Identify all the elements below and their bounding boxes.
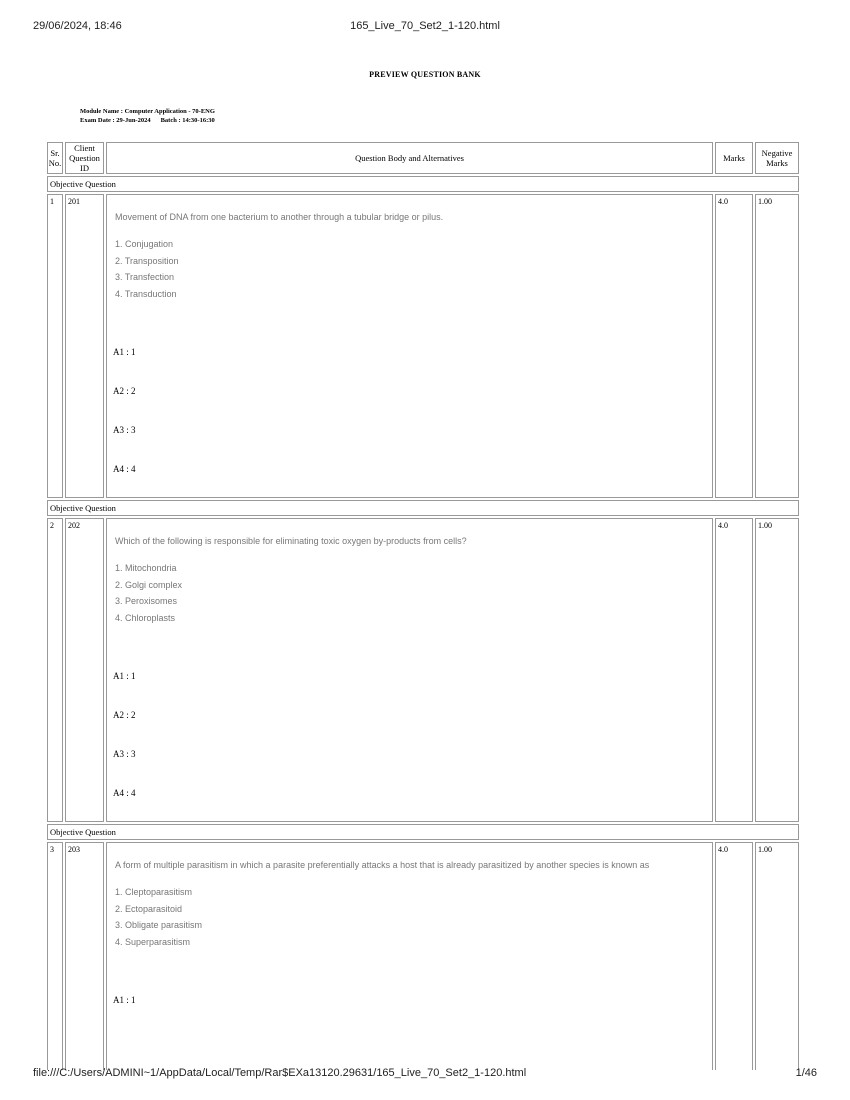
header-marks: Marks: [715, 142, 753, 174]
option-item: 4. Transduction: [115, 288, 177, 299]
option-list: [113, 884, 706, 950]
question-id: 201: [65, 194, 104, 498]
section-label: Objective Question: [47, 176, 799, 192]
print-footer: [33, 1067, 817, 1083]
question-row: [47, 518, 799, 822]
answer-item: A2 : 2: [113, 710, 136, 720]
answer-item: A1 : 1: [113, 347, 136, 357]
exam-batch-line: [80, 116, 215, 125]
answer-list: [113, 994, 706, 1070]
question-id: 202: [65, 518, 104, 822]
question-negative-marks: 1.00: [755, 842, 799, 1070]
question-sr-no: 2: [47, 518, 63, 822]
option-item: 1. Conjugation: [115, 239, 174, 249]
answer-item: A3 : 3: [113, 749, 136, 759]
page-title: PREVIEW QUESTION BANK: [369, 70, 481, 79]
question-sr-no: 3: [47, 842, 63, 1070]
question-body: [106, 842, 713, 1070]
option-item: 2. Golgi complex: [115, 579, 183, 590]
section-label: Objective Question: [47, 824, 799, 840]
question-negative-marks: 1.00: [755, 194, 799, 498]
option-item: 3. Transfection: [115, 272, 175, 282]
exam-date: Exam Date : 29-Jun-2024: [80, 117, 151, 124]
option-item: 2. Transposition: [115, 255, 179, 266]
print-filename: 165_Live_70_Set2_1-120.html: [350, 20, 500, 32]
answer-item: A4 : 4: [113, 464, 136, 474]
header-question-body: Question Body and Alternatives: [106, 142, 713, 174]
print-header: [33, 20, 817, 36]
option-list: [113, 236, 706, 302]
question-marks: 4.0: [715, 194, 753, 498]
answer-list: [113, 670, 706, 811]
answer-spacer: [113, 1033, 706, 1070]
section-row: [47, 176, 799, 192]
question-table: [45, 140, 801, 1070]
answer-list: [113, 346, 706, 487]
question-marks: 4.0: [715, 842, 753, 1070]
question-id: 203: [65, 842, 104, 1070]
question-row: [47, 842, 799, 1070]
question-body: [106, 518, 713, 822]
header-negative-marks: Negative Marks: [755, 142, 799, 174]
question-body: [106, 194, 713, 498]
table-header-row: [47, 142, 799, 174]
module-info: [80, 107, 215, 125]
question-text: Which of the following is responsible for eliminating toxic oxygen by-products from cells?: [115, 536, 467, 546]
question-sr-no: 1: [47, 194, 63, 498]
option-item: 3. Obligate parasitism: [115, 920, 203, 930]
header-client-question-id: Client Question ID: [65, 142, 104, 174]
print-datetime: 29/06/2024, 18:46: [33, 20, 122, 32]
module-name: Module Name : Computer Application - 70-ENG: [80, 108, 215, 115]
option-item: 3. Peroxisomes: [115, 596, 178, 606]
question-negative-marks: 1.00: [755, 518, 799, 822]
batch-time: Batch : 14:30-16:30: [160, 117, 215, 124]
answer-item: A1 : 1: [113, 995, 136, 1005]
print-file-path: file:///C:/Users/ADMINI~1/AppData/Local/Temp/Rar$EXa13120.29631/165_Live_70_Set2_1-120.html: [33, 1067, 527, 1079]
answer-item: A4 : 4: [113, 788, 136, 798]
answer-item: A2 : 2: [113, 386, 136, 396]
header-sr-no: Sr. No.: [47, 142, 63, 174]
answer-item: A3 : 3: [113, 425, 136, 435]
option-list: [113, 560, 706, 626]
page-number: 1/46: [795, 1067, 817, 1079]
question-marks: 4.0: [715, 518, 753, 822]
option-item: 1. Mitochondria: [115, 563, 177, 573]
answer-item: A1 : 1: [113, 671, 136, 681]
option-item: 1. Cleptoparasitism: [115, 887, 193, 897]
question-text: A form of multiple parasitism in which a parasite preferentially attacks a host that is already parasitized by another species is known as: [115, 860, 650, 870]
section-label: Objective Question: [47, 500, 799, 516]
question-row: [47, 194, 799, 498]
question-text: Movement of DNA from one bacterium to another through a tubular bridge or pilus.: [115, 212, 444, 222]
section-row: [47, 500, 799, 516]
option-item: 4. Chloroplasts: [115, 612, 176, 623]
option-item: 4. Superparasitism: [115, 936, 191, 947]
section-row: [47, 824, 799, 840]
option-item: 2. Ectoparasitoid: [115, 903, 183, 914]
